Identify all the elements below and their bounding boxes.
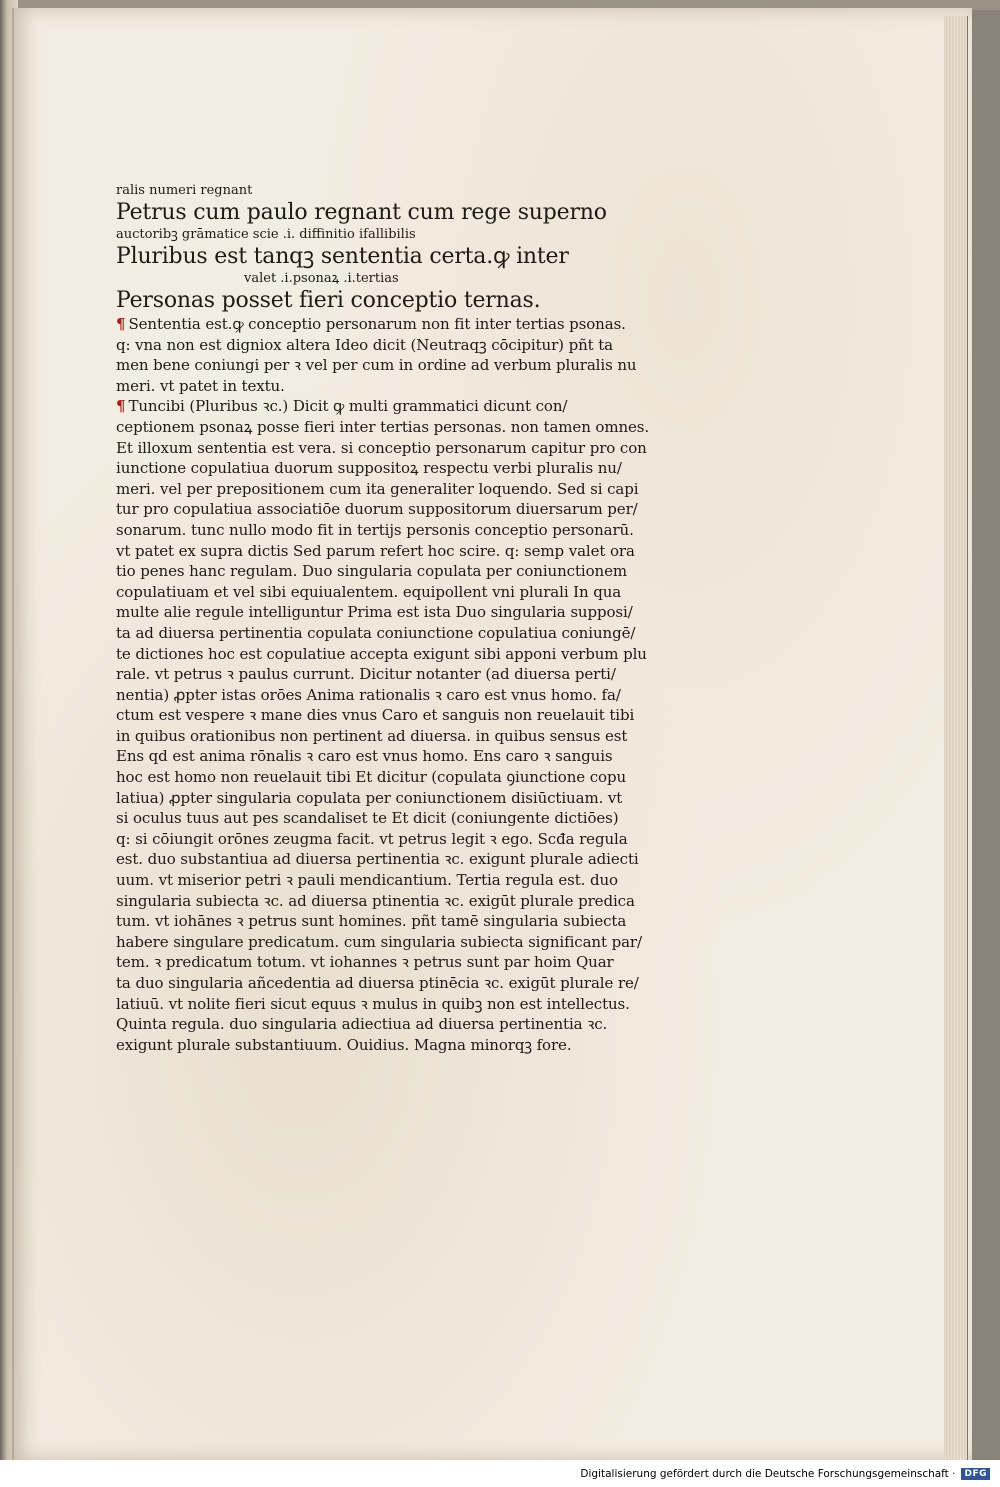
line-text: vt patet ex supra dictis Sed parum refert hoc scire. q: semp valet ora	[116, 541, 635, 560]
line-text: Sententia est.ꝙ conceptio personarum non fit inter tertias psonas.	[128, 315, 626, 333]
line-text: copulatiuam et vel sibi equiualentem. equipollent vni plurali In qua	[116, 582, 622, 601]
prose-line	[116, 849, 716, 870]
line-text: in quibus orationibus non pertinent ad diuersa. in quibus sensus est	[116, 726, 628, 745]
gloss-line	[116, 182, 716, 200]
line-text: latiua) ꝓpter singularia copulata per coniunctionem disiūctiuam. vt	[116, 788, 623, 807]
rubric-mark: ¶	[116, 397, 126, 416]
prose-line	[116, 623, 716, 644]
prose-line	[116, 664, 716, 685]
line-text: ctum est vespere ꝛ mane dies vnus Caro et sanguis non reuelauit tibi	[116, 706, 635, 725]
verse-line	[116, 244, 716, 270]
prose-line	[116, 479, 716, 500]
line-text: latiuū. vt nolite fieri sicut equus ꝛ mulus in quibꝫ non est intellectus.	[116, 994, 630, 1013]
line-text: hoc est homo non reuelauit tibi Et dicitur (copulata ꝯiunctione copu	[116, 768, 627, 787]
prose-line	[116, 829, 716, 850]
prose-line	[116, 582, 716, 603]
line-text: multe alie regule intelliguntur Prima est ista Duo singularia supposi/	[116, 603, 633, 622]
footer-bar	[0, 1460, 1000, 1487]
line-text: exigunt plurale substantiuum. Ouidius. Magna minorqꝫ fore.	[116, 1035, 572, 1054]
line-text: tum. vt iohānes ꝛ petrus sunt homines. pñt tamē singularia subiecta	[116, 912, 627, 931]
line-text: meri. vt patet in textu.	[116, 376, 285, 395]
line-text: sonarum. tunc nullo modo fit in tertijs personis conceptio personarū.	[116, 520, 634, 539]
prose-line	[116, 726, 716, 747]
line-text: Tuncibi (Pluribus ꝛc.) Dicit ꝙ multi grammatici dicunt con/	[128, 397, 568, 416]
line-text: habere singulare predicatum. cum singularia subiecta significant par/	[116, 932, 642, 951]
prose-line	[116, 746, 716, 767]
prose-line	[116, 973, 716, 994]
prose-line	[116, 767, 716, 788]
prose-line	[116, 1014, 716, 1035]
verse-line	[116, 200, 716, 226]
line-text: Pluribus est tanqꝫ sententia certa.ꝙ inter	[116, 244, 569, 269]
rubric-mark: ¶	[116, 315, 126, 333]
prose-line	[116, 911, 716, 932]
prose-line	[116, 870, 716, 891]
prose-line	[116, 705, 716, 726]
line-text: singularia subiecta ꝛc. ad diuersa ptinentia ꝛc. exigūt plurale predica	[116, 891, 635, 910]
prose-line	[116, 1035, 716, 1056]
prose-line	[116, 335, 716, 356]
prose-line	[116, 314, 716, 335]
line-text: Quinta regula. duo singularia adiectiua ad diuersa pertinentia ꝛc.	[116, 1015, 608, 1034]
line-text: ta ad diuersa pertinentia copulata coniunctione copulatiua coniungē/	[116, 623, 636, 642]
gloss-line	[116, 270, 716, 288]
line-text: ceptionem psonaꝝ posse fieri inter tertias personas. non tamen omnes.	[116, 417, 650, 436]
line-text: q: vna non est digniox altera Ideo dicit (Neutraqꝫ cōcipitur) pñt ta	[116, 335, 614, 354]
prose-line	[116, 355, 716, 376]
line-text: men bene coniungi per ꝛ vel per cum in ordine ad verbum pluralis nu	[116, 356, 637, 375]
prose-line	[116, 458, 716, 479]
dfg-logo-icon: DFG	[961, 1468, 990, 1480]
line-text: valet .i.psonaꝝ .i.tertias	[244, 271, 399, 286]
prose-line	[116, 561, 716, 582]
line-text: iunctione copulatiua duorum suppositoꝝ respectu verbi pluralis nu/	[116, 459, 622, 478]
line-text: uum. vt miserior petri ꝛ pauli mendicantium. Tertia regula est. duo	[116, 871, 618, 890]
line-text: est. duo substantiua ad diuersa pertinentia ꝛc. exigunt plurale adiecti	[116, 850, 639, 869]
line-text: Petrus cum paulo regnant cum rege superno	[116, 200, 607, 225]
prose-line	[116, 644, 716, 665]
funding-notice: Digitalisierung gefördert durch die Deutsche Forschungsgemeinschaft ·	[580, 1467, 956, 1480]
verse-line	[116, 288, 716, 314]
line-text: rale. vt petrus ꝛ paulus currunt. Dicitur notanter (ad diuersa perti/	[116, 665, 616, 684]
prose-line	[116, 685, 716, 706]
line-text: ta duo singularia añcedentia ad diuersa ptinēcia ꝛc. exigūt plurale re/	[116, 974, 639, 992]
prose-line	[116, 396, 716, 417]
line-text: Et illoxum sententia est vera. si conceptio personarum capitur pro con	[116, 438, 647, 457]
prose-line	[116, 602, 716, 623]
line-text: si oculus tuus aut pes scandaliset te Et dicit (coniungente dictiōes)	[116, 809, 619, 828]
page-stack-edge	[944, 16, 968, 1468]
prose-line	[116, 438, 716, 459]
line-text: Personas posset fieri conceptio ternas.	[116, 288, 541, 313]
line-text: tio penes hanc regulam. Duo singularia copulata per coniunctionem	[116, 562, 627, 581]
text-block	[116, 182, 716, 1055]
line-text: Ens qd est anima rōnalis ꝛ caro est vnus homo. Ens caro ꝛ sanguis	[116, 747, 613, 766]
line-text: tur pro copulatiua associatiōe duorum suppositorum diuersarum per/	[116, 500, 638, 519]
prose-line	[116, 417, 716, 438]
prose-line	[116, 788, 716, 809]
gloss-line	[116, 226, 716, 244]
prose-line	[116, 376, 716, 397]
line-text: ralis numeri regnant	[116, 183, 253, 198]
prose-line	[116, 808, 716, 829]
prose-line	[116, 891, 716, 912]
line-text: q: si cōiungit orōnes zeugma facit. vt petrus legit ꝛ ego. Scđa regula	[116, 829, 628, 848]
prose-line	[116, 499, 716, 520]
line-text: nentia) ꝓpter istas orōes Anima rationalis ꝛ caro est vnus homo. fa/	[116, 685, 621, 704]
line-text: tem. ꝛ predicatum totum. vt iohannes ꝛ petrus sunt par hoim Quar	[116, 953, 614, 972]
prose-line	[116, 520, 716, 541]
line-text: auctoribꝫ grāmatice scie .i. diffinitio ifallibilis	[116, 227, 416, 242]
prose-line	[116, 932, 716, 953]
prose-line	[116, 994, 716, 1015]
line-text: te dictiones hoc est copulatiue accepta exigunt sibi apponi verbum plu	[116, 644, 647, 663]
line-text: meri. vel per prepositionem cum ita generaliter loquendo. Sed si capi	[116, 479, 639, 498]
prose-line	[116, 541, 716, 562]
prose-line	[116, 952, 716, 973]
